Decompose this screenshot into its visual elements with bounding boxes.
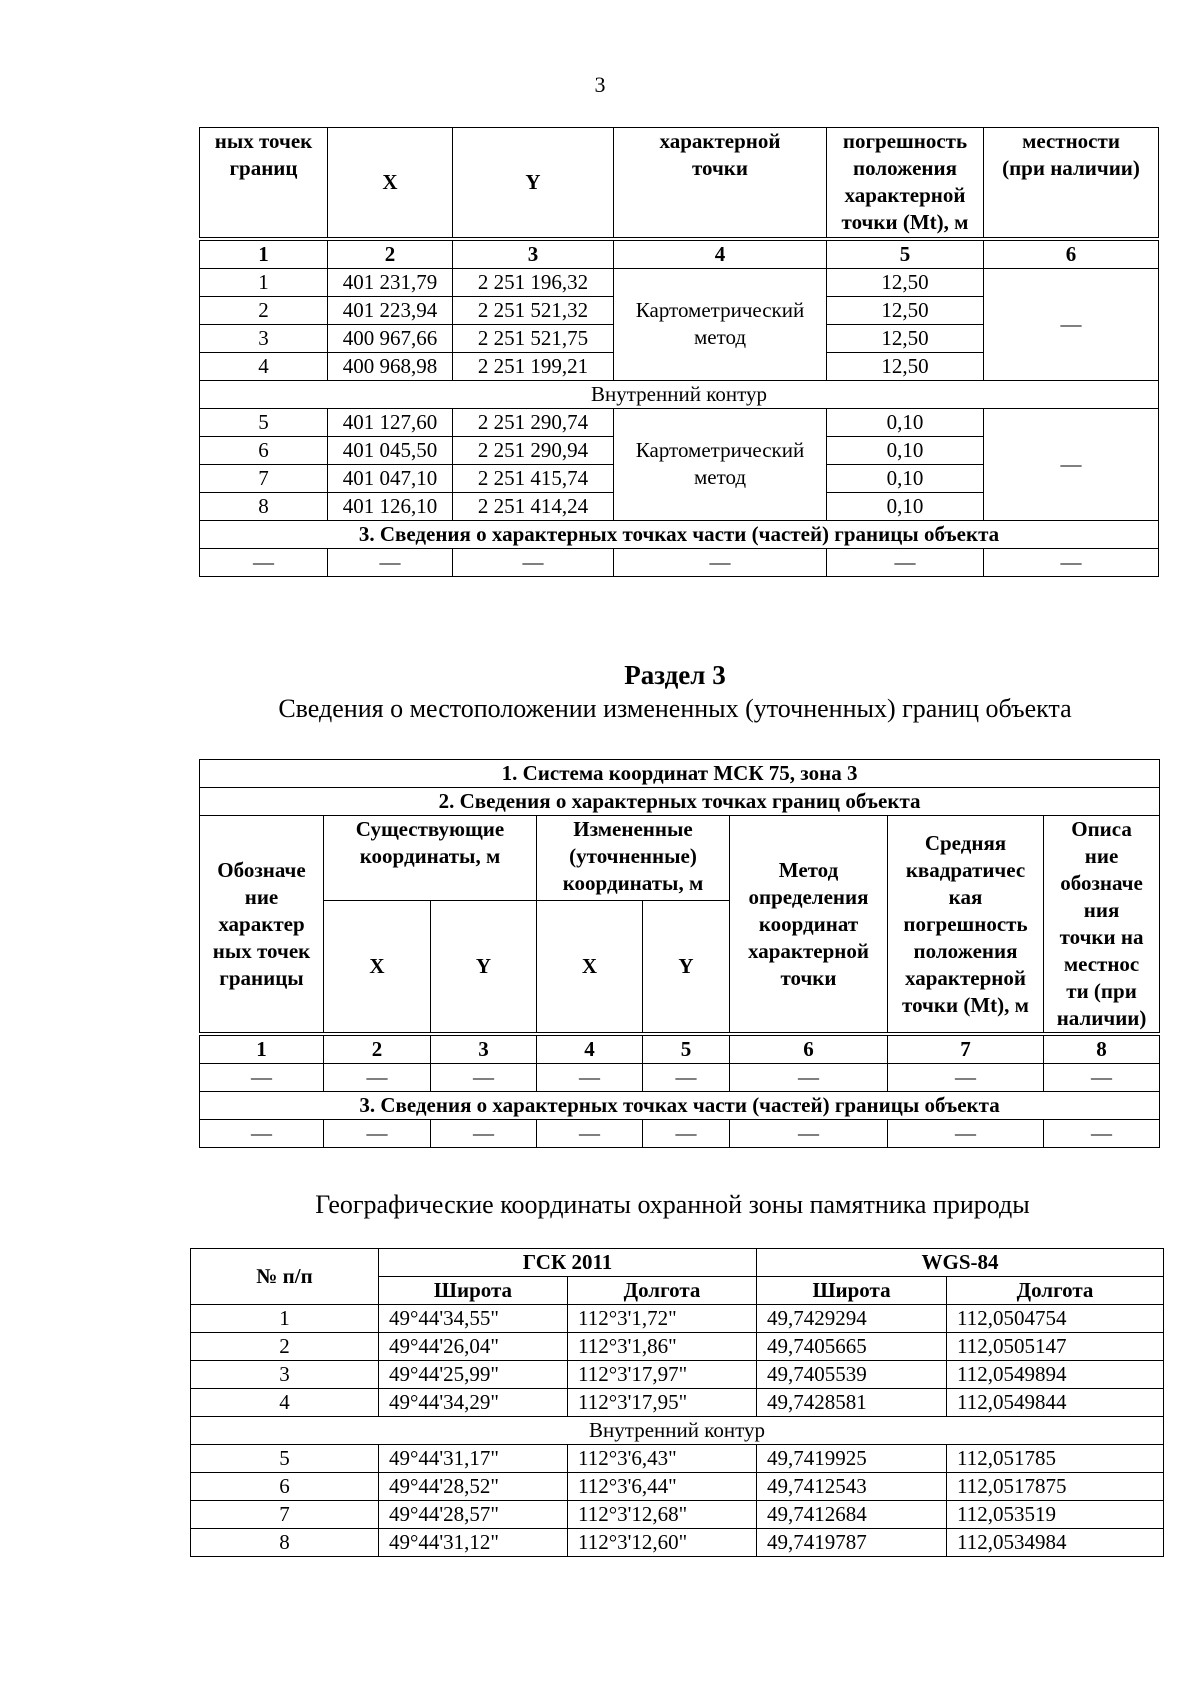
dash-cell: —	[984, 548, 1159, 576]
header-gsk2011: ГСК 2011	[379, 1249, 757, 1277]
coord-y: 2 251 521,32	[453, 296, 614, 324]
wgs-longitude: 112,0549894	[947, 1361, 1164, 1389]
gsk-latitude: 49°44'26,04"	[379, 1333, 568, 1361]
point-number: 7	[191, 1501, 379, 1529]
geo-coordinates-title: Географические координаты охранной зоны памятника природы	[315, 1190, 1030, 1219]
gsk-longitude: 112°3'1,72"	[568, 1305, 757, 1333]
table-row	[200, 268, 1159, 296]
point-number: 3	[191, 1361, 379, 1389]
dash-row	[200, 548, 1159, 576]
col-number: 5	[643, 1034, 730, 1064]
mt-value: 0,10	[827, 464, 984, 492]
inner-contour-label: Внутренний контур	[200, 380, 1159, 408]
header-changed-coords: Измененные (уточненные) координаты, м	[537, 816, 730, 901]
page-number: 3	[594, 72, 606, 97]
coord-y: 2 251 199,21	[453, 352, 614, 380]
geo-header-row	[191, 1249, 1164, 1277]
dash-row	[200, 1064, 1160, 1092]
header-description: местности (при наличии)	[984, 128, 1159, 239]
table-row	[191, 1305, 1164, 1333]
table-row	[191, 1501, 1164, 1529]
coord-x: 401 231,79	[328, 268, 453, 296]
gsk-longitude: 112°3'1,86"	[568, 1333, 757, 1361]
wgs-longitude: 112,0517875	[947, 1473, 1164, 1501]
column-number-row	[200, 239, 1159, 269]
dash-cell: —	[888, 1064, 1044, 1092]
header-existing-coords: Существующие координаты, м	[324, 816, 537, 901]
table-row	[191, 1473, 1164, 1501]
header-x: X	[328, 128, 453, 239]
dash-cell: —	[643, 1064, 730, 1092]
mt-value: 0,10	[827, 436, 984, 464]
wgs-longitude: 112,0505147	[947, 1333, 1164, 1361]
dash-cell: —	[537, 1120, 643, 1148]
header-mt: погрешность положения характерной точки (Mt), м	[827, 128, 984, 239]
gsk-latitude: 49°44'31,17"	[379, 1445, 568, 1473]
col-number: 5	[827, 239, 984, 269]
dash-cell: —	[324, 1064, 431, 1092]
dash-cell: —	[643, 1120, 730, 1148]
coord-x: 400 967,66	[328, 324, 453, 352]
col-number: 2	[328, 239, 453, 269]
mt-value: 12,50	[827, 352, 984, 380]
coord-x: 401 127,60	[328, 408, 453, 436]
section3-row	[200, 520, 1159, 548]
point-number: 6	[200, 436, 328, 464]
gsk-longitude: 112°3'12,68"	[568, 1501, 757, 1529]
gsk-latitude: 49°44'28,57"	[379, 1501, 568, 1529]
header-wgs84: WGS-84	[757, 1249, 1164, 1277]
point-number: 7	[200, 464, 328, 492]
header-existing-y: Y	[431, 900, 537, 1034]
coord-y: 2 251 290,74	[453, 408, 614, 436]
point-number: 1	[191, 1305, 379, 1333]
header-changed-x: X	[537, 900, 643, 1034]
point-number: 1	[200, 268, 328, 296]
table-row	[191, 1361, 1164, 1389]
changed-boundaries-table	[199, 759, 1160, 1148]
header-description: Описа ние обозначе ния точки на местнос ти (при наличии)	[1044, 816, 1160, 1035]
col-number: 7	[888, 1034, 1044, 1064]
header-wgs-longitude: Долгота	[947, 1277, 1164, 1305]
boundary-points-heading-row	[200, 788, 1160, 816]
header-existing-x: X	[324, 900, 431, 1034]
gsk-latitude: 49°44'34,55"	[379, 1305, 568, 1333]
col-number: 3	[453, 239, 614, 269]
table-row	[191, 1529, 1164, 1557]
mt-value: 12,50	[827, 268, 984, 296]
dash-cell: —	[431, 1064, 537, 1092]
header-wgs-latitude: Широта	[757, 1277, 947, 1305]
inner-contour-row	[191, 1417, 1164, 1445]
column-number-row	[200, 1034, 1160, 1064]
method-cell: Картометрический метод	[614, 268, 827, 380]
gsk-latitude: 49°44'25,99"	[379, 1361, 568, 1389]
section-subtitle: Сведения о местоположении измененных (уточненных) границ объекта	[278, 694, 1072, 723]
header-designation: Обозначе ние характер ных точек границы	[200, 816, 324, 1035]
wgs-latitude: 49,7429294	[757, 1305, 947, 1333]
inner-contour-row	[200, 380, 1159, 408]
section3-heading: 3. Сведения о характерных точках части (частей) границы объекта	[200, 520, 1159, 548]
boundary-points-table	[199, 127, 1159, 577]
coord-y: 2 251 414,24	[453, 492, 614, 520]
wgs-longitude: 112,0534984	[947, 1529, 1164, 1557]
col-number: 1	[200, 1034, 324, 1064]
col-number: 2	[324, 1034, 431, 1064]
wgs-latitude: 49,7419925	[757, 1445, 947, 1473]
gsk-latitude: 49°44'31,12"	[379, 1529, 568, 1557]
col-number: 1	[200, 239, 328, 269]
table-row	[200, 408, 1159, 436]
dash-cell: —	[200, 548, 328, 576]
table-row	[191, 1333, 1164, 1361]
dash-cell: —	[537, 1064, 643, 1092]
table-row	[191, 1389, 1164, 1417]
dash-cell: —	[200, 1064, 324, 1092]
col-number: 3	[431, 1034, 537, 1064]
geo-coordinates-table	[190, 1248, 1164, 1557]
point-number: 4	[191, 1389, 379, 1417]
gsk-longitude: 112°3'12,60"	[568, 1529, 757, 1557]
header-changed-y: Y	[643, 900, 730, 1034]
point-number: 2	[200, 296, 328, 324]
wgs-latitude: 49,7405665	[757, 1333, 947, 1361]
wgs-latitude: 49,7412543	[757, 1473, 947, 1501]
point-number: 2	[191, 1333, 379, 1361]
dash-cell: —	[328, 548, 453, 576]
dash-cell: —	[888, 1120, 1044, 1148]
coord-y: 2 251 521,75	[453, 324, 614, 352]
wgs-longitude: 112,0504754	[947, 1305, 1164, 1333]
point-number: 8	[200, 492, 328, 520]
point-number: 6	[191, 1473, 379, 1501]
dash-cell: —	[614, 548, 827, 576]
wgs-latitude: 49,7419787	[757, 1529, 947, 1557]
dash-cell: —	[827, 548, 984, 576]
gsk-longitude: 112°3'17,95"	[568, 1389, 757, 1417]
col-number: 4	[537, 1034, 643, 1064]
header-mt: Средняя квадратичес кая погрешность положения характерной точки (Mt), м	[888, 816, 1044, 1035]
dash-cell: —	[453, 548, 614, 576]
method-cell: Картометрический метод	[614, 408, 827, 520]
wgs-longitude: 112,051785	[947, 1445, 1164, 1473]
col-number: 8	[1044, 1034, 1160, 1064]
section3-row	[200, 1092, 1160, 1120]
inner-contour-label: Внутренний контур	[191, 1417, 1164, 1445]
wgs-latitude: 49,7428581	[757, 1389, 947, 1417]
dash-cell: —	[1044, 1064, 1160, 1092]
coord-x: 401 045,50	[328, 436, 453, 464]
dash-cell: —	[730, 1120, 888, 1148]
table2-header-row	[200, 816, 1160, 901]
description-cell: —	[984, 408, 1159, 520]
wgs-latitude: 49,7412684	[757, 1501, 947, 1529]
point-number: 8	[191, 1529, 379, 1557]
dash-cell: —	[730, 1064, 888, 1092]
gsk-latitude: 49°44'34,29"	[379, 1389, 568, 1417]
wgs-longitude: 112,053519	[947, 1501, 1164, 1529]
coord-y: 2 251 196,32	[453, 268, 614, 296]
coord-x: 401 126,10	[328, 492, 453, 520]
description-cell: —	[984, 268, 1159, 380]
dash-cell: —	[324, 1120, 431, 1148]
coord-y: 2 251 415,74	[453, 464, 614, 492]
coordinate-system-row	[200, 760, 1160, 788]
coord-x: 401 047,10	[328, 464, 453, 492]
gsk-latitude: 49°44'28,52"	[379, 1473, 568, 1501]
wgs-longitude: 112,0549844	[947, 1389, 1164, 1417]
point-number: 5	[191, 1445, 379, 1473]
coord-x: 400 968,98	[328, 352, 453, 380]
col-number: 6	[730, 1034, 888, 1064]
gsk-longitude: 112°3'6,44"	[568, 1473, 757, 1501]
wgs-latitude: 49,7405539	[757, 1361, 947, 1389]
coord-y: 2 251 290,94	[453, 436, 614, 464]
point-number: 4	[200, 352, 328, 380]
header-gsk-longitude: Долгота	[568, 1277, 757, 1305]
mt-value: 0,10	[827, 492, 984, 520]
mt-value: 12,50	[827, 324, 984, 352]
coordinate-system-heading: 1. Система координат МСК 75, зона 3	[200, 760, 1160, 788]
header-number: № п/п	[191, 1249, 379, 1305]
dash-cell: —	[1044, 1120, 1160, 1148]
header-gsk-latitude: Широта	[379, 1277, 568, 1305]
gsk-longitude: 112°3'17,97"	[568, 1361, 757, 1389]
table-row	[191, 1445, 1164, 1473]
header-y: Y	[453, 128, 614, 239]
mt-value: 0,10	[827, 408, 984, 436]
dash-row	[200, 1120, 1160, 1148]
dash-cell: —	[200, 1120, 324, 1148]
gsk-longitude: 112°3'6,43"	[568, 1445, 757, 1473]
section3-heading: 3. Сведения о характерных точках части (частей) границы объекта	[200, 1092, 1160, 1120]
header-method: Метод определения координат характерной точки	[730, 816, 888, 1035]
col-number: 4	[614, 239, 827, 269]
header-method: характерной точки	[614, 128, 827, 239]
coord-x: 401 223,94	[328, 296, 453, 324]
mt-value: 12,50	[827, 296, 984, 324]
point-number: 3	[200, 324, 328, 352]
boundary-points-heading: 2. Сведения о характерных точках границ объекта	[200, 788, 1160, 816]
col-number: 6	[984, 239, 1159, 269]
dash-cell: —	[431, 1120, 537, 1148]
section-title: Раздел 3	[624, 660, 726, 690]
point-number: 5	[200, 408, 328, 436]
header-point-designation: ных точек границ	[200, 128, 328, 239]
table1-header-row	[200, 128, 1159, 239]
